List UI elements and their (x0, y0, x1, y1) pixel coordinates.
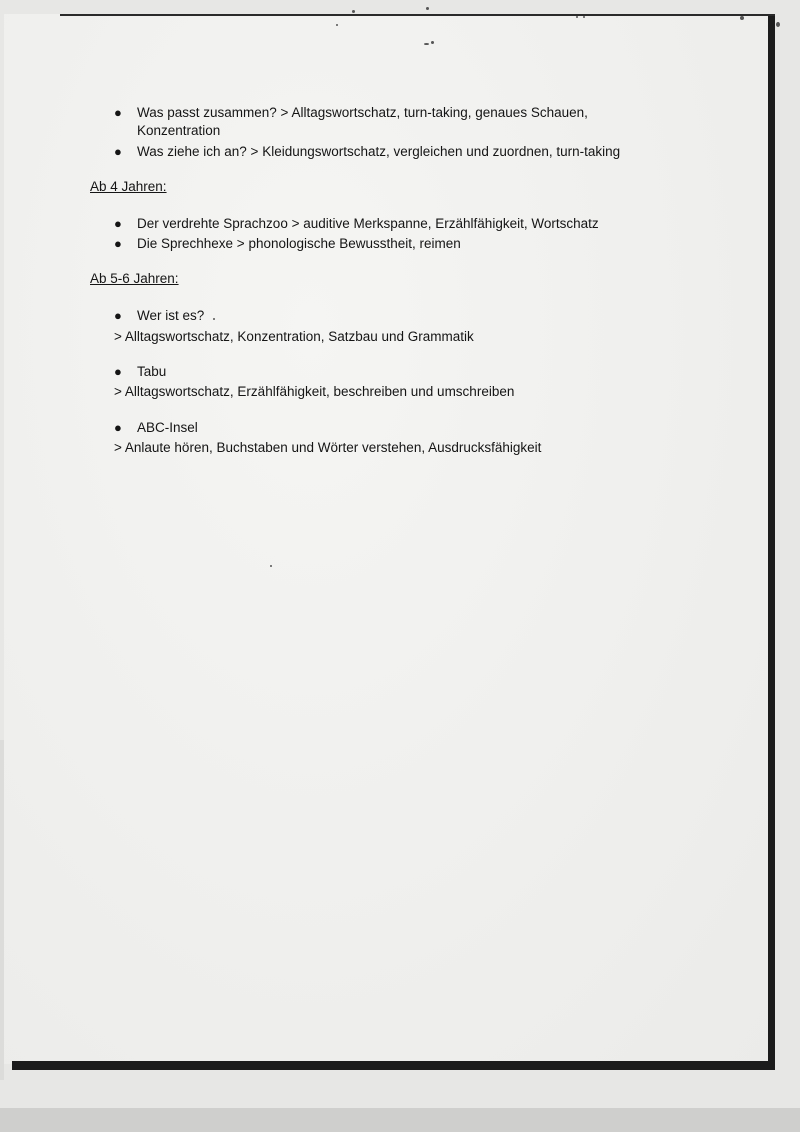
scan-speck (213, 318, 215, 320)
list-item-text: Konzentration (137, 123, 221, 138)
scan-edge-left (0, 740, 4, 1080)
list-item (114, 234, 461, 253)
list-item (114, 142, 621, 161)
bullet-icon: ● (114, 420, 122, 435)
list-item-continuation (137, 121, 220, 140)
bullet-icon: ● (114, 308, 122, 323)
bullet-icon: ● (114, 236, 122, 251)
scan-speck (740, 16, 744, 20)
game-title-text: Wer ist es? (137, 308, 205, 323)
game-skills: > Anlaute hören, Buchstaben und Wörter verstehen, Ausdrucksfähigkeit (114, 440, 542, 455)
scan-edge-bottom (0, 1108, 800, 1132)
section-heading-5-6-years: Ab 5-6 Jahren: (90, 271, 179, 286)
bullet-icon: ● (114, 105, 122, 120)
scan-border-bottom (12, 1061, 775, 1070)
game-title (114, 306, 205, 325)
game-skills: > Alltagswortschatz, Erzählfähigkeit, beschreiben und umschreiben (114, 384, 515, 399)
scan-speck (431, 41, 434, 44)
list-item-text: Der verdrehte Sprachzoo > auditive Merkspanne, Erzählfähigkeit, Wortschatz (137, 216, 599, 231)
scan-speck (583, 16, 585, 18)
list-item-text: Was ziehe ich an? > Kleidungswortschatz, vergleichen und zuordnen, turn-taking (137, 144, 621, 159)
game-title (114, 418, 198, 437)
bullet-icon: ● (114, 364, 122, 379)
list-item (114, 214, 599, 233)
game-title (114, 362, 167, 381)
bullet-icon: ● (114, 216, 122, 231)
section-heading-4-years: Ab 4 Jahren: (90, 179, 167, 194)
scan-speck (776, 22, 780, 27)
scan-speck (424, 43, 429, 45)
scan-border-right (768, 16, 775, 1070)
list-item-text: Was passt zusammen? > Alltagswortschatz, turn-taking, genaues Schauen, (137, 105, 588, 120)
list-item (114, 103, 588, 122)
bullet-icon: ● (114, 144, 122, 159)
scan-speck (270, 565, 272, 567)
game-title-text: ABC-Insel (137, 420, 198, 435)
list-item-text: Die Sprechhexe > phonologische Bewusstheit, reimen (137, 236, 461, 251)
game-title-text: Tabu (137, 364, 167, 379)
scan-speck (576, 16, 578, 18)
scanned-page (4, 14, 772, 1064)
scan-speck (352, 10, 355, 13)
scan-speck (426, 7, 429, 10)
scan-border-top (60, 14, 775, 16)
scan-speck (336, 24, 338, 26)
game-skills: > Alltagswortschatz, Konzentration, Satzbau und Grammatik (114, 329, 474, 344)
